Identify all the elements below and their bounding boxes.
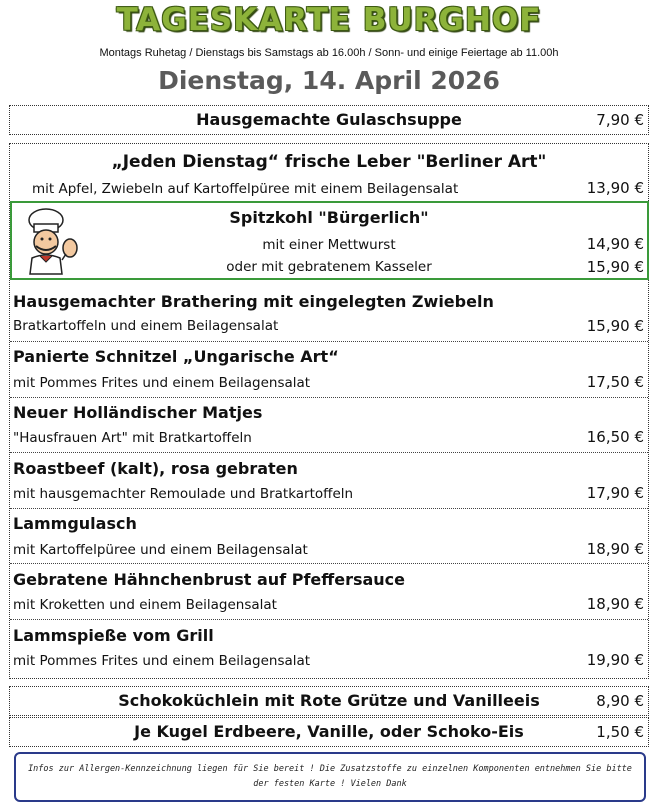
- dish-desc: "Hausfrauen Art" mit Bratkartoffeln: [13, 430, 252, 446]
- menu-title: TAGESKARTE BURGHOF: [116, 2, 542, 38]
- dessert-price: 8,90 €: [596, 692, 644, 710]
- chef-price-1: 14,90 €: [586, 235, 644, 253]
- soup-price: 7,90 €: [596, 111, 644, 129]
- divider: [10, 341, 648, 342]
- divider: [10, 563, 648, 564]
- chef-special-name: Spitzkohl "Bürgerlich": [229, 208, 429, 227]
- special-price: 13,90 €: [586, 179, 644, 197]
- dish-name: Hausgemachter Brathering mit eingelegten Zwiebeln: [13, 292, 494, 311]
- dish-name: Lammgulasch: [13, 514, 137, 533]
- dish-name: Roastbeef (kalt), rosa gebraten: [13, 459, 298, 478]
- dish-desc: Bratkartoffeln und einem Beilagensalat: [13, 318, 279, 334]
- dish-desc: mit Kroketten und einem Beilagensalat: [13, 597, 277, 613]
- menu-date: Dienstag, 14. April 2026: [158, 66, 500, 95]
- dish-name: Lammspieße vom Grill: [13, 626, 214, 645]
- dessert-price: 1,50 €: [596, 723, 644, 741]
- allergen-note: Infos zur Allergen-Kennzeichnung liegen für Sie bereit ! Die Zusatzstoffe zu einzelnen Komponenten entnehmen Sie bitte der festen Karte ! Vielen Dank: [14, 752, 646, 802]
- opening-hours: Montags Ruhetag / Dienstags bis Samstags ab 16.00h / Sonn- und einige Feiertage ab 11.00h: [99, 47, 559, 59]
- dish-price: 17,90 €: [586, 484, 644, 502]
- dish-price: 18,90 €: [586, 595, 644, 613]
- chef-price-2: 15,90 €: [586, 258, 644, 276]
- dish-price: 19,90 €: [586, 651, 644, 669]
- dish-name: Neuer Holländischer Matjes: [13, 403, 263, 422]
- dish-price: 17,50 €: [586, 373, 644, 391]
- dish-price: 18,90 €: [586, 540, 644, 558]
- divider: [10, 508, 648, 509]
- dessert-name: Schokoküchlein mit Rote Grütze und Vanilleeis: [118, 691, 540, 710]
- divider: [10, 397, 648, 398]
- chef-option-2: oder mit gebratenem Kasseler: [226, 259, 432, 275]
- dish-price: 16,50 €: [586, 428, 644, 446]
- dish-name: Gebratene Hähnchenbrust auf Pfeffersauce: [13, 570, 406, 589]
- dish-name: Panierte Schnitzel „Ungarische Art“: [13, 347, 339, 366]
- special-name: „Jeden Dienstag“ frische Leber "Berliner Art": [111, 152, 547, 172]
- divider: [10, 619, 648, 620]
- chef-option-1: mit einer Mettwurst: [262, 237, 396, 253]
- dish-desc: mit hausgemachter Remoulade und Bratkartoffeln: [13, 486, 354, 502]
- special-desc: mit Apfel, Zwiebeln auf Kartoffelpüree mit einem Beilagensalat: [32, 181, 459, 197]
- dish-desc: mit Kartoffelpüree und einem Beilagensalat: [13, 542, 308, 558]
- soup-name: Hausgemachte Gulaschsuppe: [196, 110, 462, 129]
- dessert-name: Je Kugel Erdbeere, Vanille, oder Schoko-Eis: [134, 722, 524, 741]
- dish-desc: mit Pommes Frites und einem Beilagensalat: [13, 653, 311, 669]
- dish-price: 15,90 €: [586, 317, 644, 335]
- divider: [10, 452, 648, 453]
- dish-desc: mit Pommes Frites und einem Beilagensalat: [13, 375, 311, 391]
